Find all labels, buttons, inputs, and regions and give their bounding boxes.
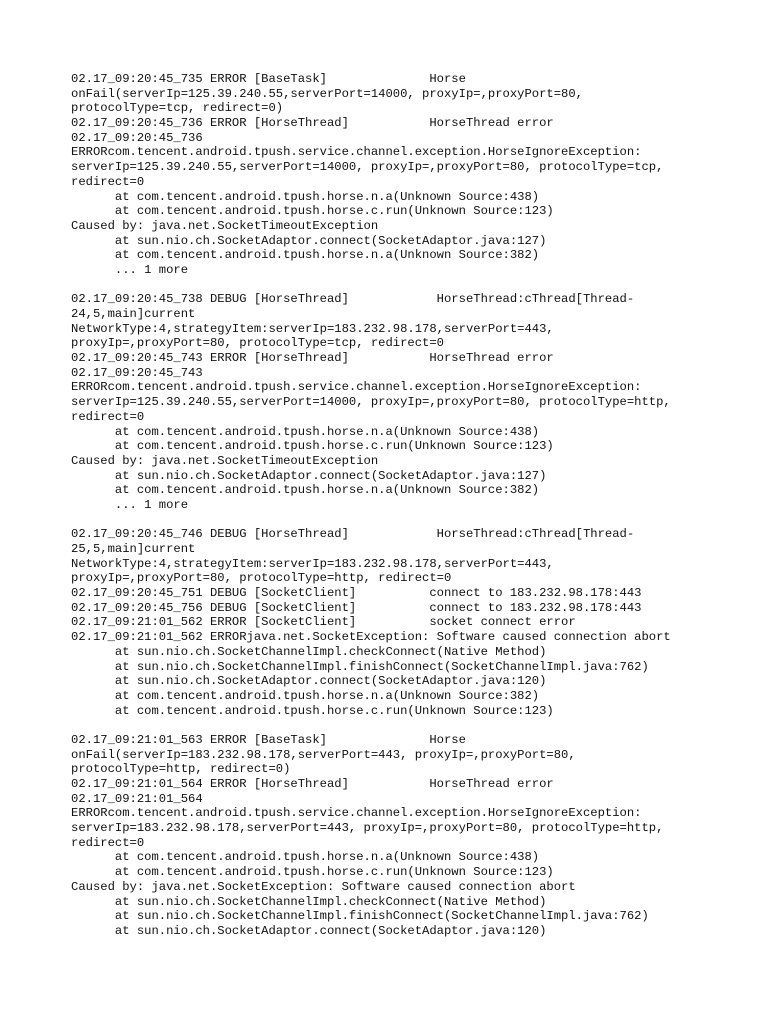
log-line: 02.17_09:20:45_746 DEBUG [HorseThread] HorseThread:cThread[Thread- [71,527,635,542]
log-line: 02.17_09:20:45_743 [71,365,203,380]
log-line: ... 1 more [71,497,189,512]
log-line: 02.17_09:21:01_563 ERROR [BaseTask] Horse [71,732,466,747]
log-line: 02.17_09:20:45_735 ERROR [BaseTask] Horse [71,72,466,86]
log-line: at com.tencent.android.tpush.horse.c.run(Unknown Source:123) [71,439,554,454]
log-line: ERRORcom.tencent.android.tpush.service.channel.exception.HorseIgnoreException: [71,145,642,160]
log-line: at com.tencent.android.tpush.horse.n.a(Unknown Source:382) [71,248,540,263]
log-line: 02.17_09:20:45_738 DEBUG [HorseThread] HorseThread:cThread[Thread- [71,292,635,307]
log-line: 02.17_09:21:01_562 ERRORjava.net.SocketException: Software caused connection abort [71,630,671,645]
log-line: at com.tencent.android.tpush.horse.n.a(Unknown Source:438) [71,424,540,439]
log-line: redirect=0 [71,174,145,189]
log-line: at com.tencent.android.tpush.horse.c.run(Unknown Source:123) [71,204,554,219]
log-line: ERRORcom.tencent.android.tpush.service.channel.exception.HorseIgnoreException: [71,806,642,821]
log-line: at sun.nio.ch.SocketChannelImpl.finishConnect(SocketChannelImpl.java:762) [71,659,649,674]
log-line: at com.tencent.android.tpush.horse.n.a(Unknown Source:438) [71,850,540,865]
log-document [71,72,761,939]
log-line: serverIp=183.232.98.178,serverPort=443, proxyIp=,proxyPort=80, protocolType=http, [71,821,664,836]
log-blank-line [71,718,761,733]
log-line: at com.tencent.android.tpush.horse.c.run(Unknown Source:123) [71,703,554,718]
log-line: at sun.nio.ch.SocketChannelImpl.finishConnect(SocketChannelImpl.java:762) [71,909,649,924]
log-line: at sun.nio.ch.SocketAdaptor.connect(SocketAdaptor.java:120) [71,923,547,938]
log-line: Caused by: java.net.SocketTimeoutException [71,453,379,468]
log-line: 02.17_09:20:45_756 DEBUG [SocketClient] connect to 183.232.98.178:443 [71,600,642,615]
log-line: at sun.nio.ch.SocketChannelImpl.checkConnect(Native Method) [71,894,547,909]
log-line: 02.17_09:20:45_743 ERROR [HorseThread] HorseThread error [71,351,554,366]
log-blank-line [71,513,761,528]
log-line: ERRORcom.tencent.android.tpush.service.channel.exception.HorseIgnoreException: [71,380,642,395]
log-line: at com.tencent.android.tpush.horse.n.a(Unknown Source:382) [71,483,540,498]
log-line: 02.17_09:20:45_736 ERROR [HorseThread] HorseThread error [71,116,554,131]
log-line: protocolType=tcp, redirect=0) [71,101,284,116]
log-line: proxyIp=,proxyPort=80, protocolType=http, redirect=0 [71,571,452,586]
log-line: 02.17_09:20:45_751 DEBUG [SocketClient] connect to 183.232.98.178:443 [71,586,642,601]
log-line: Caused by: java.net.SocketException: Software caused connection abort [71,879,576,894]
log-line: 02.17_09:20:45_736 [71,130,203,145]
log-line: redirect=0 [71,409,145,424]
log-line: at com.tencent.android.tpush.horse.n.a(Unknown Source:438) [71,189,540,204]
log-line: 24,5,main]current [71,307,196,321]
log-line: NetworkType:4,strategyItem:serverIp=183.232.98.178,serverPort=443, [71,556,554,571]
log-line: at sun.nio.ch.SocketAdaptor.connect(SocketAdaptor.java:127) [71,233,547,248]
log-line: at sun.nio.ch.SocketChannelImpl.checkConnect(Native Method) [71,644,547,659]
log-line: onFail(serverIp=183.232.98.178,serverPort=443, proxyIp=,proxyPort=80, [71,747,576,762]
log-line: serverIp=125.39.240.55,serverPort=14000, proxyIp=,proxyPort=80, protocolType=http, [71,395,671,410]
log-line: 02.17_09:21:01_564 [71,791,203,806]
log-line: 02.17_09:21:01_562 ERROR [SocketClient] socket connect error [71,615,576,630]
log-line: at sun.nio.ch.SocketAdaptor.connect(SocketAdaptor.java:120) [71,674,547,689]
log-line: 02.17_09:21:01_564 ERROR [HorseThread] HorseThread error [71,777,554,791]
log-line: onFail(serverIp=125.39.240.55,serverPort=14000, proxyIp=,proxyPort=80, [71,86,583,101]
log-line: NetworkType:4,strategyItem:serverIp=183.232.98.178,serverPort=443, [71,321,554,336]
log-line: proxyIp=,proxyPort=80, protocolType=tcp, redirect=0 [71,336,444,351]
log-line: at com.tencent.android.tpush.horse.n.a(Unknown Source:382) [71,688,540,703]
log-line: Caused by: java.net.SocketTimeoutException [71,218,379,233]
log-line: protocolType=http, redirect=0) [71,762,291,777]
log-line: ... 1 more [71,262,189,277]
log-line: at com.tencent.android.tpush.horse.c.run(Unknown Source:123) [71,865,554,880]
log-blank-line [71,278,761,293]
log-line: at sun.nio.ch.SocketAdaptor.connect(SocketAdaptor.java:127) [71,468,547,483]
log-line: serverIp=125.39.240.55,serverPort=14000, proxyIp=,proxyPort=80, protocolType=tcp, [71,160,664,175]
log-line: 25,5,main]current [71,542,196,556]
log-line: redirect=0 [71,835,145,850]
